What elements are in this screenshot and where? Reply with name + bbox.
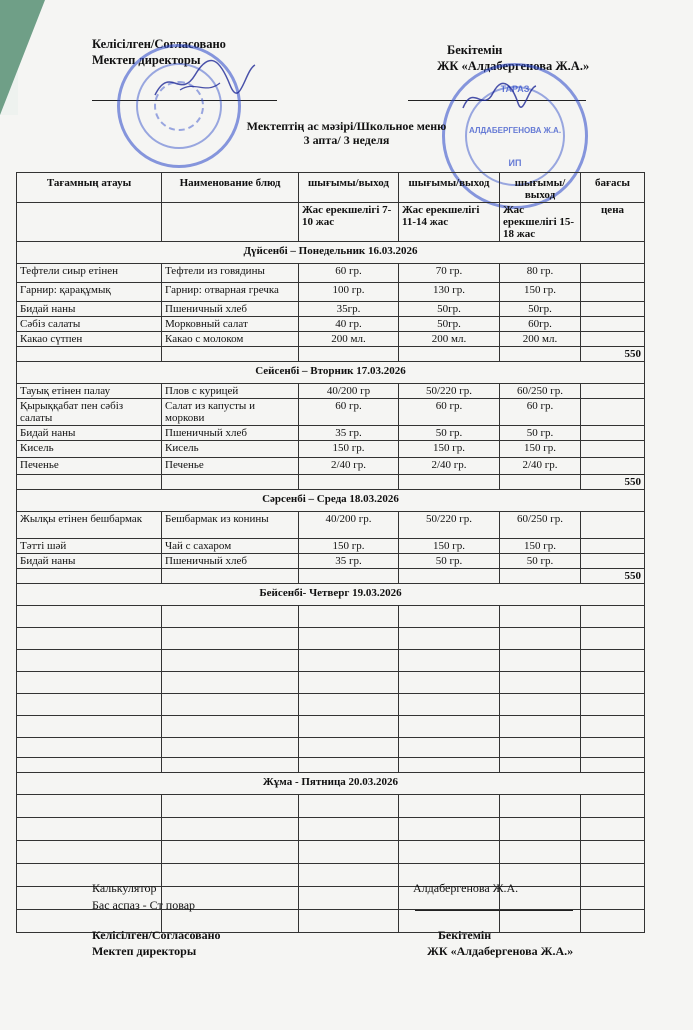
portion-value [299,795,399,818]
table-cell [399,347,500,362]
menu-item-row [17,539,645,554]
portion-value [581,606,645,628]
menu-item-row [17,399,645,426]
portion-value [581,554,645,569]
portion-value: 50 гр. [500,554,581,569]
stamp-city-text: ТАРАЗ [500,84,530,94]
table-cell [500,347,581,362]
portion-value: 150 гр. [500,539,581,554]
portion-value [581,539,645,554]
portion-value [581,716,645,738]
table-cell [162,758,299,773]
portion-value [299,650,399,672]
column-subheader: цена [581,203,645,242]
portion-value: 150 гр. [299,539,399,554]
portion-value: 50/220 гр. [399,384,500,399]
portion-value: 60 гр. [500,399,581,426]
portion-value: 50гр. [399,317,500,332]
column-header: шығымы/выход [500,173,581,203]
portion-value [581,512,645,539]
stamp-ip-text: ИП [508,158,522,168]
footer-right-line2: ЖК «Алдабергенова Ж.А.» [427,944,574,958]
portion-value: 50/220 гр. [399,512,500,539]
menu-item-row [17,606,645,628]
portion-value [399,738,500,758]
table-cell [17,347,162,362]
header-left-line1: Келісілген/Согласовано [92,37,226,51]
table-cell [399,569,500,584]
dish-name: Қырыққабат пен сәбіз салаты [17,399,162,426]
day-total-price: 550 [581,475,645,490]
portion-value: 60 гр. [299,264,399,283]
dish-name [17,628,162,650]
table-cell [17,475,162,490]
menu-item-row [17,283,645,302]
portion-value [299,738,399,758]
day-total-row [17,758,645,773]
portion-value: 150 гр. [399,539,500,554]
portion-value: 50гр. [500,302,581,317]
day-title: Жұма - Пятница 20.03.2026 [17,773,645,795]
dish-name [17,818,162,841]
dish-name: Тефтели сиыр етінен [17,264,162,283]
portion-value [500,841,581,864]
day-title: Сейсенбі – Вторник 17.03.2026 [17,362,645,384]
menu-subtitle: 3 апта/ 3 неделя [303,133,390,147]
portion-value [581,283,645,302]
dish-name: Бидай наны [17,554,162,569]
dish-name [162,716,299,738]
day-title-row [17,242,645,264]
column-subheader: Жас ерекшелігі 11-14 жас [399,203,500,242]
column-header: шығымы/выход [399,173,500,203]
dish-name [162,672,299,694]
menu-item-row [17,716,645,738]
dish-name: Печенье [17,458,162,475]
dish-name: Какао сүтпен [17,332,162,347]
portion-value [399,650,500,672]
column-header: Тағамның атауы [17,173,162,203]
menu-item-row [17,672,645,694]
portion-value: 35 гр. [299,426,399,441]
portion-value [500,795,581,818]
portion-value [581,628,645,650]
menu-item-row [17,554,645,569]
portion-value: 60гр. [500,317,581,332]
dish-name: Кисель [17,441,162,458]
header-left-line2: Мектеп директоры [92,53,201,67]
dish-name [17,841,162,864]
portion-value: 200 мл. [500,332,581,347]
column-subheader [17,203,162,242]
portion-value [581,441,645,458]
dish-name: Тәтті шәй [17,539,162,554]
menu-item-row [17,694,645,716]
footer-signature-line [415,910,573,911]
portion-value: 40/200 гр. [299,512,399,539]
menu-item-row [17,650,645,672]
day-total-price: 550 [581,347,645,362]
header-right-line2: ЖК «Алдабергенова Ж.А.» [437,59,590,73]
portion-value [581,672,645,694]
portion-value [581,841,645,864]
page-corner-decoration [0,0,45,115]
footer-right-line1: Бекітемін [438,928,492,942]
day-total-row [17,475,645,490]
dish-name: Салат из капусты и моркови [162,399,299,426]
portion-value [581,864,645,887]
table-cell [299,758,399,773]
portion-value: 60 гр. [299,399,399,426]
menu-item-row [17,818,645,841]
portion-value [581,650,645,672]
calculator-label: Калькулятор [92,881,157,895]
portion-value [399,628,500,650]
column-subheader [162,203,299,242]
portion-value [500,738,581,758]
menu-title: Мектептің ас мәзірі/Школьное меню [246,119,447,133]
portion-value [500,716,581,738]
portion-value [581,738,645,758]
portion-value: 2/40 гр. [500,458,581,475]
dish-name [162,694,299,716]
dish-name: Морковный салат [162,317,299,332]
day-total-row [17,569,645,584]
dish-name: Какао с молоком [162,332,299,347]
portion-value [299,694,399,716]
portion-value [581,384,645,399]
dish-name [162,818,299,841]
portion-value: 70 гр. [399,264,500,283]
table-cell [299,569,399,584]
portion-value [299,716,399,738]
header-right-line1: Бекітемін [447,43,503,57]
dish-name: Бидай наны [17,426,162,441]
dish-name: Бешбармак из конины [162,512,299,539]
portion-value [581,399,645,426]
dish-name: Гарнир: қарақұмық [17,283,162,302]
portion-value [500,628,581,650]
dish-name: Гарнир: отварная гречка [162,283,299,302]
cook-label: Бас аспаз - Ст повар [92,898,196,912]
table-cell [299,347,399,362]
dish-name: Чай с сахаром [162,539,299,554]
dish-name [17,650,162,672]
dish-name [17,716,162,738]
portion-value: 35гр. [299,302,399,317]
portion-value: 40/200 гр [299,384,399,399]
portion-value [299,628,399,650]
dish-name [162,795,299,818]
portion-value [500,910,581,933]
portion-value [399,672,500,694]
portion-value [581,458,645,475]
portion-value [500,818,581,841]
dish-name: Тауық етінен палау [17,384,162,399]
portion-value: 50 гр. [399,554,500,569]
portion-value [500,672,581,694]
day-total-price: 550 [581,569,645,584]
portion-value: 200 мл. [299,332,399,347]
column-header: бағасы [581,173,645,203]
dish-name: Плов с курицей [162,384,299,399]
portion-value [500,650,581,672]
portion-value: 130 гр. [399,283,500,302]
day-total-row [17,347,645,362]
portion-value [299,864,399,887]
table-cell [162,569,299,584]
portion-value [500,694,581,716]
menu-item-row [17,441,645,458]
dish-name: Бидай наны [17,302,162,317]
stamp-name-text: АЛДАБЕРГЕНОВА Ж.А. [468,126,562,135]
portion-value [500,606,581,628]
menu-item-row [17,264,645,283]
portion-value [299,672,399,694]
portion-value [299,910,399,933]
table-cell [162,475,299,490]
portion-value [399,716,500,738]
day-title: Дүйсенбі – Понедельник 16.03.2026 [17,242,645,264]
portion-value [581,317,645,332]
menu-table [16,172,645,933]
dish-name [162,738,299,758]
portion-value [581,910,645,933]
dish-name [162,864,299,887]
footer-left-line1: Келісілген/Согласовано [92,928,221,942]
portion-value [581,795,645,818]
dish-name [162,606,299,628]
portion-value [399,694,500,716]
menu-item-row [17,512,645,539]
portion-value: 60 гр. [399,399,500,426]
calculator-name: Алдабергенова Ж.А. [413,881,519,895]
portion-value [299,818,399,841]
signature-right-scribble [458,78,538,118]
portion-value: 40 гр. [299,317,399,332]
dish-name [162,628,299,650]
portion-value [299,887,399,910]
portion-value [581,694,645,716]
portion-value: 50 гр. [399,426,500,441]
column-subheader: Жас ерекшелігі 15-18 жас [500,203,581,242]
portion-value: 60/250 гр. [500,384,581,399]
portion-value [581,302,645,317]
dish-name [17,738,162,758]
menu-item-row [17,384,645,399]
dish-name: Пшеничный хлеб [162,426,299,441]
dish-name: Жылқы етінен бешбармак [17,512,162,539]
portion-value: 150 гр. [299,441,399,458]
day-title: Сәрсенбі – Среда 18.03.2026 [17,490,645,512]
table-subheader-row [17,203,645,242]
table-cell [162,347,299,362]
portion-value: 35 гр. [299,554,399,569]
table-cell [399,758,500,773]
menu-item-row [17,795,645,818]
portion-value: 50 гр. [500,426,581,441]
portion-value [399,818,500,841]
portion-value: 150 гр. [399,441,500,458]
day-title-row [17,490,645,512]
menu-item-row [17,302,645,317]
menu-item-row [17,317,645,332]
portion-value: 100 гр. [299,283,399,302]
dish-name [17,795,162,818]
dish-name: Печенье [162,458,299,475]
dish-name: Сәбіз салаты [17,317,162,332]
menu-item-row [17,738,645,758]
table-cell [500,758,581,773]
column-header: Наименование блюд [162,173,299,203]
column-subheader: Жас ерекшелігі 7-10 жас [299,203,399,242]
table-cell [500,475,581,490]
portion-value [581,887,645,910]
menu-item-row [17,426,645,441]
table-cell [17,569,162,584]
portion-value: 150 гр. [500,283,581,302]
menu-item-row [17,841,645,864]
menu-item-row [17,628,645,650]
day-title-row [17,773,645,795]
table-cell [299,475,399,490]
portion-value [299,841,399,864]
portion-value: 2/40 гр. [299,458,399,475]
dish-name: Пшеничный хлеб [162,554,299,569]
menu-item-row [17,332,645,347]
column-header: шығымы/выход [299,173,399,203]
signature-left-scribble [150,55,260,105]
dish-name [162,650,299,672]
table-cell [500,569,581,584]
portion-value [581,818,645,841]
dish-name: Тефтели из говядины [162,264,299,283]
table-cell [399,475,500,490]
day-title: Бейсенбі- Четверг 19.03.2026 [17,584,645,606]
menu-item-row [17,458,645,475]
table-cell [17,758,162,773]
day-title-row [17,362,645,384]
day-title-row [17,584,645,606]
portion-value [581,332,645,347]
portion-value: 200 мл. [399,332,500,347]
dish-name [17,606,162,628]
portion-value: 50гр. [399,302,500,317]
dish-name: Пшеничный хлеб [162,302,299,317]
dish-name [162,841,299,864]
day-total-price [581,758,645,773]
portion-value [399,606,500,628]
footer-left-line2: Мектеп директоры [92,944,197,958]
portion-value [399,795,500,818]
dish-name [17,694,162,716]
portion-value: 150 гр. [500,441,581,458]
portion-value: 80 гр. [500,264,581,283]
portion-value [399,841,500,864]
dish-name [17,672,162,694]
portion-value: 2/40 гр. [399,458,500,475]
portion-value [581,264,645,283]
table-header-row [17,173,645,203]
portion-value [581,426,645,441]
portion-value [299,606,399,628]
portion-value: 60/250 гр. [500,512,581,539]
dish-name: Кисель [162,441,299,458]
